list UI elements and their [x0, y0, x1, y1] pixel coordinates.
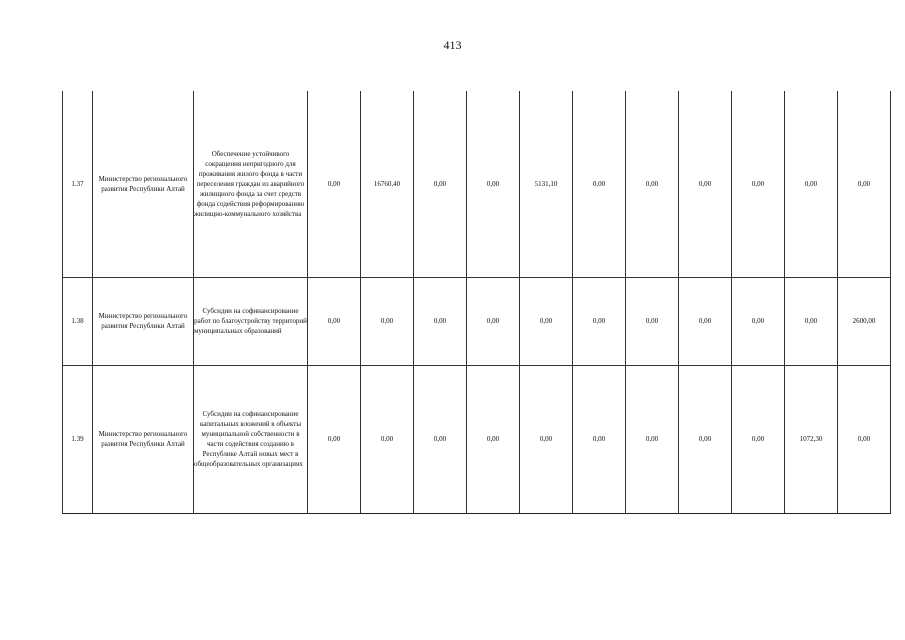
value-cell: 0,00 [679, 277, 732, 365]
value-cell: 0,00 [467, 365, 520, 513]
description-cell: Субсидии на софинансирование капитальных вложений в объекты муниципальной собственности в части содействия созданию в Республике Алтай новых мест в общеобразовательных организациях [194, 365, 308, 513]
organization-cell: Министерство регионального развития Республики Алтай [93, 365, 194, 513]
table-row [63, 91, 891, 277]
organization-cell: Министерство регионального развития Республики Алтай [93, 91, 194, 277]
value-cell: 0,00 [626, 365, 679, 513]
row-number: 1.37 [63, 91, 93, 277]
value-cell: 0,00 [308, 91, 361, 277]
value-cell: 0,00 [626, 277, 679, 365]
value-cell: 0,00 [361, 277, 414, 365]
row-number: 1.38 [63, 277, 93, 365]
value-cell: 16760,40 [361, 91, 414, 277]
value-cell: 0,00 [414, 365, 467, 513]
value-cell: 0,00 [520, 365, 573, 513]
description-cell: Обеспечение устойчивого сокращения непригодного для проживания жилого фонда в части переселения граждан из аварийного жилищного фонда за счет средств фонда содействия реформированию жилищно-коммунального хозяйства [194, 91, 308, 277]
value-cell: 0,00 [626, 91, 679, 277]
organization-cell: Министерство регионального развития Республики Алтай [93, 277, 194, 365]
value-cell: 0,00 [732, 365, 785, 513]
value-cell: 0,00 [308, 277, 361, 365]
table-row [63, 277, 891, 365]
value-cell: 1072,30 [785, 365, 838, 513]
table-row [63, 365, 891, 513]
value-cell: 0,00 [308, 365, 361, 513]
value-cell: 0,00 [573, 365, 626, 513]
value-cell: 0,00 [361, 365, 414, 513]
value-cell: 0,00 [732, 91, 785, 277]
value-cell: 0,00 [838, 365, 891, 513]
value-cell: 0,00 [467, 91, 520, 277]
value-cell: 0,00 [679, 365, 732, 513]
value-cell: 2600,00 [838, 277, 891, 365]
value-cell: 0,00 [414, 277, 467, 365]
value-cell: 5131,10 [520, 91, 573, 277]
row-number: 1.39 [63, 365, 93, 513]
value-cell: 0,00 [573, 91, 626, 277]
value-cell: 0,00 [838, 91, 891, 277]
value-cell: 0,00 [679, 91, 732, 277]
value-cell: 0,00 [785, 277, 838, 365]
value-cell: 0,00 [785, 91, 838, 277]
page-number: 413 [443, 38, 462, 52]
value-cell: 0,00 [467, 277, 520, 365]
budget-table [62, 91, 891, 514]
value-cell: 0,00 [573, 277, 626, 365]
value-cell: 0,00 [732, 277, 785, 365]
value-cell: 0,00 [414, 91, 467, 277]
value-cell: 0,00 [520, 277, 573, 365]
description-cell: Субсидии на софинансирование работ по благоустройству территорий муниципальных образований [194, 277, 308, 365]
